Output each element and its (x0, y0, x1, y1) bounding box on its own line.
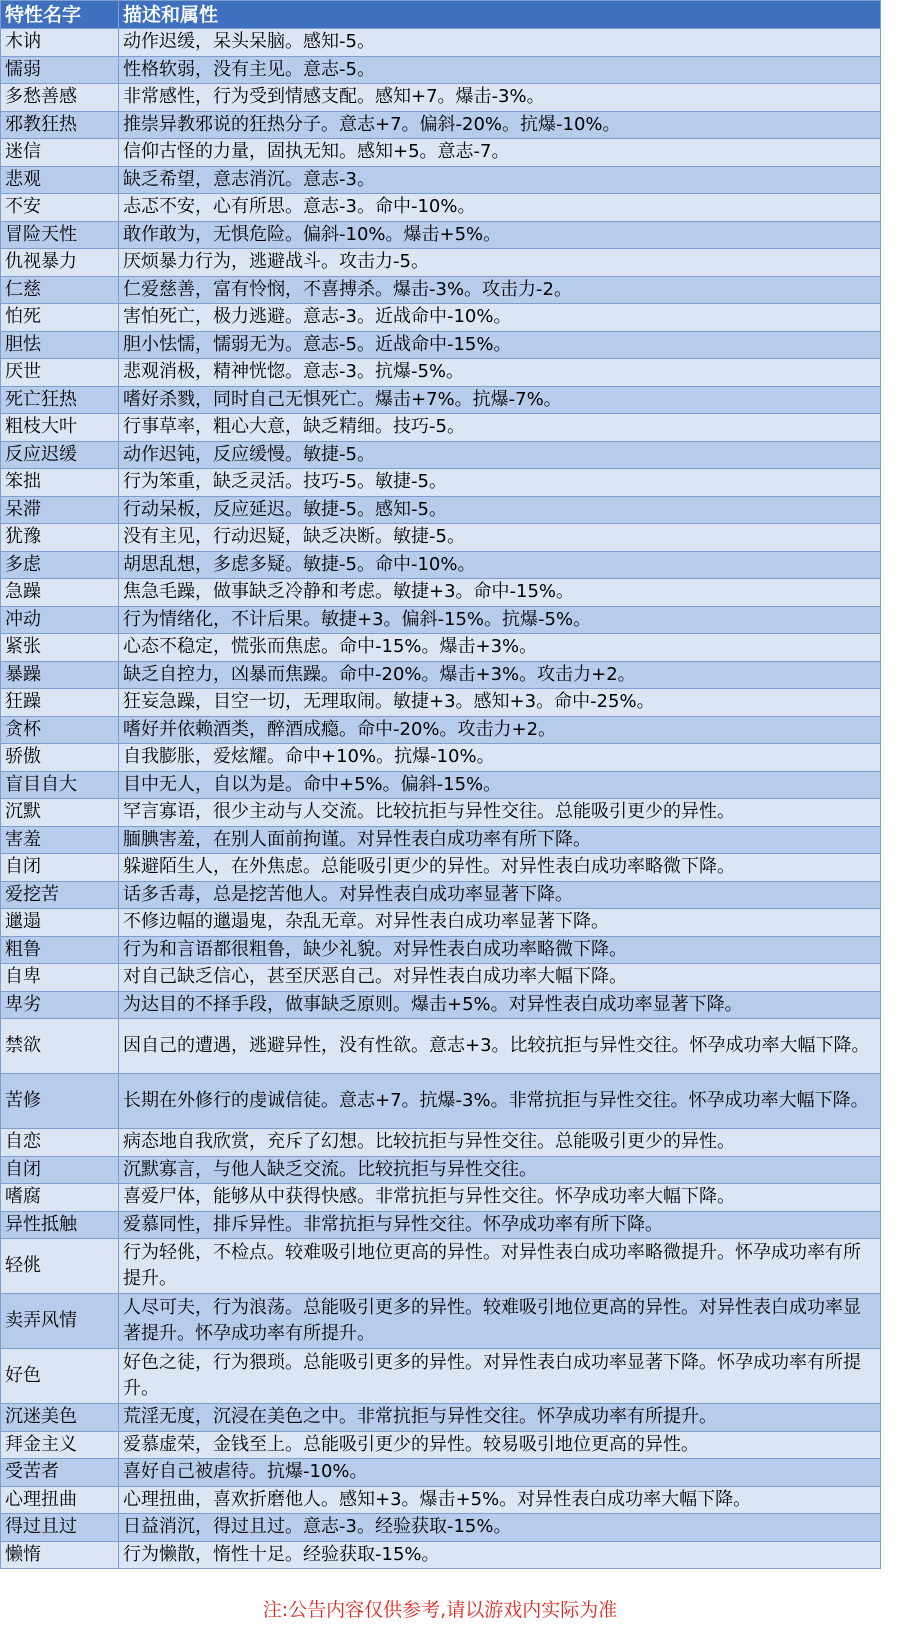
table-row (1, 964, 881, 992)
table-row (1, 29, 881, 57)
table-row (1, 111, 881, 139)
trait-description-cell: 不修边幅的邋遢鬼，杂乱无章。对异性表白成功率显著下降。 (119, 909, 881, 937)
trait-name-cell: 受苦者 (1, 1459, 119, 1487)
trait-description-cell: 仁爱慈善，富有怜悯，不喜搏杀。爆击-3%。攻击力-2。 (119, 276, 881, 304)
table-row (1, 139, 881, 167)
trait-name-cell: 粗枝大叶 (1, 414, 119, 442)
trait-name-cell: 狂躁 (1, 689, 119, 717)
trait-name-cell: 得过且过 (1, 1514, 119, 1542)
table-row (1, 1211, 881, 1239)
table-row (1, 1349, 881, 1404)
trait-description-cell: 嗜好杀戮，同时自己无惧死亡。爆击+7%。抗爆-7%。 (119, 386, 881, 414)
trait-name-cell: 邋遢 (1, 909, 119, 937)
trait-name-cell: 多虑 (1, 551, 119, 579)
trait-description-cell: 行为和言语都很粗鲁，缺少礼貌。对异性表白成功率略微下降。 (119, 936, 881, 964)
trait-name-cell: 反应迟缓 (1, 441, 119, 469)
table-row (1, 1486, 881, 1514)
trait-name-cell: 怕死 (1, 304, 119, 332)
table-row (1, 1074, 881, 1129)
trait-description-cell: 因自己的遭遇，逃避异性，没有性欲。意志+3。比较抗拒与异性交往。怀孕成功率大幅下降。 (119, 1019, 881, 1074)
trait-name-cell: 骄傲 (1, 744, 119, 772)
header-trait-name: 特性名字 (1, 1, 119, 29)
trait-name-cell: 迷信 (1, 139, 119, 167)
trait-name-cell: 懦弱 (1, 56, 119, 84)
table-row (1, 716, 881, 744)
table-row (1, 84, 881, 112)
trait-description-cell: 心理扭曲，喜欢折磨他人。感知+3。爆击+5%。对异性表白成功率大幅下降。 (119, 1486, 881, 1514)
table-row (1, 304, 881, 332)
trait-description-cell: 动作迟钝，反应缓慢。敏捷-5。 (119, 441, 881, 469)
table-row (1, 689, 881, 717)
table-row (1, 276, 881, 304)
trait-name-cell: 犹豫 (1, 524, 119, 552)
trait-description-cell: 长期在外修行的虔诚信徒。意志+7。抗爆-3%。非常抗拒与异性交往。怀孕成功率大幅下降。 (119, 1074, 881, 1129)
trait-name-cell: 爱挖苦 (1, 881, 119, 909)
trait-name-cell: 笨拙 (1, 469, 119, 497)
trait-description-cell: 非常感性，行为受到情感支配。感知+7。爆击-3%。 (119, 84, 881, 112)
trait-description-cell: 人尽可夫，行为浪荡。总能吸引更多的异性。较难吸引地位更高的异性。对异性表白成功率显著提升。怀孕成功率有所提升。 (119, 1294, 881, 1349)
table-row (1, 496, 881, 524)
table-row (1, 579, 881, 607)
trait-name-cell: 悲观 (1, 166, 119, 194)
trait-name-cell: 邪教狂热 (1, 111, 119, 139)
trait-description-cell: 狂妄急躁，目空一切，无理取闹。敏捷+3。感知+3。命中-25%。 (119, 689, 881, 717)
trait-description-cell: 为达目的不择手段，做事缺乏原则。爆击+5%。对异性表白成功率显著下降。 (119, 991, 881, 1019)
trait-name-cell: 卑劣 (1, 991, 119, 1019)
table-row (1, 1459, 881, 1487)
table-row (1, 881, 881, 909)
table-row (1, 1294, 881, 1349)
trait-rows (1, 29, 881, 1569)
trait-name-cell: 自恋 (1, 1129, 119, 1157)
table-row (1, 1156, 881, 1184)
trait-name-cell: 紧张 (1, 634, 119, 662)
header-row (1, 1, 881, 29)
trait-name-cell: 厌世 (1, 359, 119, 387)
table-row (1, 634, 881, 662)
trait-description-cell: 荒淫无度，沉浸在美色之中。非常抗拒与异性交往。怀孕成功率有所提升。 (119, 1404, 881, 1432)
trait-name-cell: 死亡狂热 (1, 386, 119, 414)
trait-description-cell: 敢作敢为，无惧危险。偏斜-10%。爆击+5%。 (119, 221, 881, 249)
trait-name-cell: 粗鲁 (1, 936, 119, 964)
trait-description-cell: 焦急毛躁，做事缺乏冷静和考虑。敏捷+3。命中-15%。 (119, 579, 881, 607)
trait-name-cell: 贪杯 (1, 716, 119, 744)
trait-description-cell: 对自己缺乏信心，甚至厌恶自己。对异性表白成功率大幅下降。 (119, 964, 881, 992)
trait-description-cell: 行为笨重，缺乏灵活。技巧-5。敏捷-5。 (119, 469, 881, 497)
trait-description-cell: 话多舌毒，总是挖苦他人。对异性表白成功率显著下降。 (119, 881, 881, 909)
trait-description-cell: 动作迟缓，呆头呆脑。感知-5。 (119, 29, 881, 57)
table-row (1, 386, 881, 414)
disclaimer-note: 注:公告内容仅供参考,请以游戏内实际为准 (0, 1595, 880, 1625)
trait-description-cell: 罕言寡语，很少主动与人交流。比较抗拒与异性交往。总能吸引更少的异性。 (119, 799, 881, 827)
table-row (1, 771, 881, 799)
trait-name-cell: 冲动 (1, 606, 119, 634)
trait-description-cell: 行动呆板，反应延迟。敏捷-5。感知-5。 (119, 496, 881, 524)
trait-description-cell: 行事草率，粗心大意，缺乏精细。技巧-5。 (119, 414, 881, 442)
trait-name-cell: 好色 (1, 1349, 119, 1404)
trait-description-cell: 爱慕同性，排斥异性。非常抗拒与异性交往。怀孕成功率有所下降。 (119, 1211, 881, 1239)
trait-description-cell: 喜好自己被虐待。抗爆-10%。 (119, 1459, 881, 1487)
table-row (1, 854, 881, 882)
table-row (1, 1019, 881, 1074)
trait-description-cell: 推崇异教邪说的狂热分子。意志+7。偏斜-20%。抗爆-10%。 (119, 111, 881, 139)
trait-description-cell: 忐忑不安，心有所思。意志-3。命中-10%。 (119, 194, 881, 222)
trait-name-cell: 冒险天性 (1, 221, 119, 249)
trait-name-cell: 懒惰 (1, 1541, 119, 1569)
trait-description-cell: 腼腆害羞，在别人面前拘谨。对异性表白成功率有所下降。 (119, 826, 881, 854)
trait-description-cell: 害怕死亡，极力逃避。意志-3。近战命中-10%。 (119, 304, 881, 332)
table-row (1, 1239, 881, 1294)
trait-name-cell: 沉默 (1, 799, 119, 827)
trait-name-cell: 急躁 (1, 579, 119, 607)
trait-name-cell: 多愁善感 (1, 84, 119, 112)
trait-description-cell: 没有主见，行动迟疑，缺乏决断。敏捷-5。 (119, 524, 881, 552)
table-row (1, 441, 881, 469)
trait-name-cell: 卖弄风情 (1, 1294, 119, 1349)
trait-name-cell: 仇视暴力 (1, 249, 119, 277)
table-row (1, 359, 881, 387)
trait-description-cell: 爱慕虚荣，金钱至上。总能吸引更少的异性。较易吸引地位更高的异性。 (119, 1431, 881, 1459)
trait-name-cell: 自闭 (1, 1156, 119, 1184)
trait-name-cell: 沉迷美色 (1, 1404, 119, 1432)
trait-description-cell: 悲观消极，精神恍惚。意志-3。抗爆-5%。 (119, 359, 881, 387)
table-row (1, 249, 881, 277)
trait-name-cell: 自卑 (1, 964, 119, 992)
trait-name-cell: 呆滞 (1, 496, 119, 524)
trait-name-cell: 苦修 (1, 1074, 119, 1129)
trait-name-cell: 暴躁 (1, 661, 119, 689)
trait-name-cell: 害羞 (1, 826, 119, 854)
table-row (1, 414, 881, 442)
trait-name-cell: 胆怯 (1, 331, 119, 359)
table-row (1, 909, 881, 937)
trait-description-cell: 行为懒散，惰性十足。经验获取-15%。 (119, 1541, 881, 1569)
trait-description-cell: 缺乏希望，意志消沉。意志-3。 (119, 166, 881, 194)
trait-description-cell: 性格软弱，没有主见。意志-5。 (119, 56, 881, 84)
trait-description-cell: 行为情绪化，不计后果。敏捷+3。偏斜-15%。抗爆-5%。 (119, 606, 881, 634)
trait-description-cell: 厌烦暴力行为，逃避战斗。攻击力-5。 (119, 249, 881, 277)
table-row (1, 1184, 881, 1212)
trait-description-cell: 心态不稳定，慌张而焦虑。命中-15%。爆击+3%。 (119, 634, 881, 662)
trait-name-cell: 拜金主义 (1, 1431, 119, 1459)
trait-description-cell: 日益消沉，得过且过。意志-3。经验获取-15%。 (119, 1514, 881, 1542)
table-row (1, 606, 881, 634)
trait-name-cell: 轻佻 (1, 1239, 119, 1294)
table-row (1, 799, 881, 827)
table-row (1, 331, 881, 359)
table-row (1, 1404, 881, 1432)
table-row (1, 936, 881, 964)
trait-description-cell: 病态地自我欣赏，充斥了幻想。比较抗拒与异性交往。总能吸引更少的异性。 (119, 1129, 881, 1157)
table-row (1, 194, 881, 222)
trait-description-cell: 目中无人，自以为是。命中+5%。偏斜-15%。 (119, 771, 881, 799)
trait-description-cell: 喜爱尸体，能够从中获得快感。非常抗拒与异性交往。怀孕成功率大幅下降。 (119, 1184, 881, 1212)
table-row (1, 469, 881, 497)
trait-description-cell: 自我膨胀，爱炫耀。命中+10%。抗爆-10%。 (119, 744, 881, 772)
trait-name-cell: 盲目自大 (1, 771, 119, 799)
trait-description-cell: 躲避陌生人，在外焦虑。总能吸引更少的异性。对异性表白成功率略微下降。 (119, 854, 881, 882)
table-row (1, 826, 881, 854)
table-row (1, 1541, 881, 1569)
table-row (1, 1129, 881, 1157)
trait-description-cell: 行为轻佻，不检点。较难吸引地位更高的异性。对异性表白成功率略微提升。怀孕成功率有所提升。 (119, 1239, 881, 1294)
table-row (1, 991, 881, 1019)
trait-description-cell: 沉默寡言，与他人缺乏交流。比较抗拒与异性交往。 (119, 1156, 881, 1184)
table-row (1, 221, 881, 249)
header-description: 描述和属性 (119, 1, 881, 29)
trait-description-cell: 胡思乱想，多虑多疑。敏捷-5。命中-10%。 (119, 551, 881, 579)
trait-name-cell: 仁慈 (1, 276, 119, 304)
trait-description-cell: 胆小怯懦，懦弱无为。意志-5。近战命中-15%。 (119, 331, 881, 359)
table-row (1, 661, 881, 689)
trait-name-cell: 异性抵触 (1, 1211, 119, 1239)
trait-name-cell: 自闭 (1, 854, 119, 882)
trait-description-cell: 信仰古怪的力量，固执无知。感知+5。意志-7。 (119, 139, 881, 167)
trait-description-cell: 嗜好并依赖酒类，醉酒成瘾。命中-20%。攻击力+2。 (119, 716, 881, 744)
trait-description-cell: 缺乏自控力，凶暴而焦躁。命中-20%。爆击+3%。攻击力+2。 (119, 661, 881, 689)
trait-name-cell: 禁欲 (1, 1019, 119, 1074)
trait-name-cell: 嗜腐 (1, 1184, 119, 1212)
trait-description-cell: 好色之徒，行为猥琐。总能吸引更多的异性。对异性表白成功率显著下降。怀孕成功率有所提升。 (119, 1349, 881, 1404)
table-row (1, 744, 881, 772)
table-row (1, 1431, 881, 1459)
trait-name-cell: 心理扭曲 (1, 1486, 119, 1514)
trait-name-cell: 木讷 (1, 29, 119, 57)
table-row (1, 56, 881, 84)
table-row (1, 1514, 881, 1542)
table-row (1, 166, 881, 194)
table-row (1, 551, 881, 579)
trait-name-cell: 不安 (1, 194, 119, 222)
table-row (1, 524, 881, 552)
